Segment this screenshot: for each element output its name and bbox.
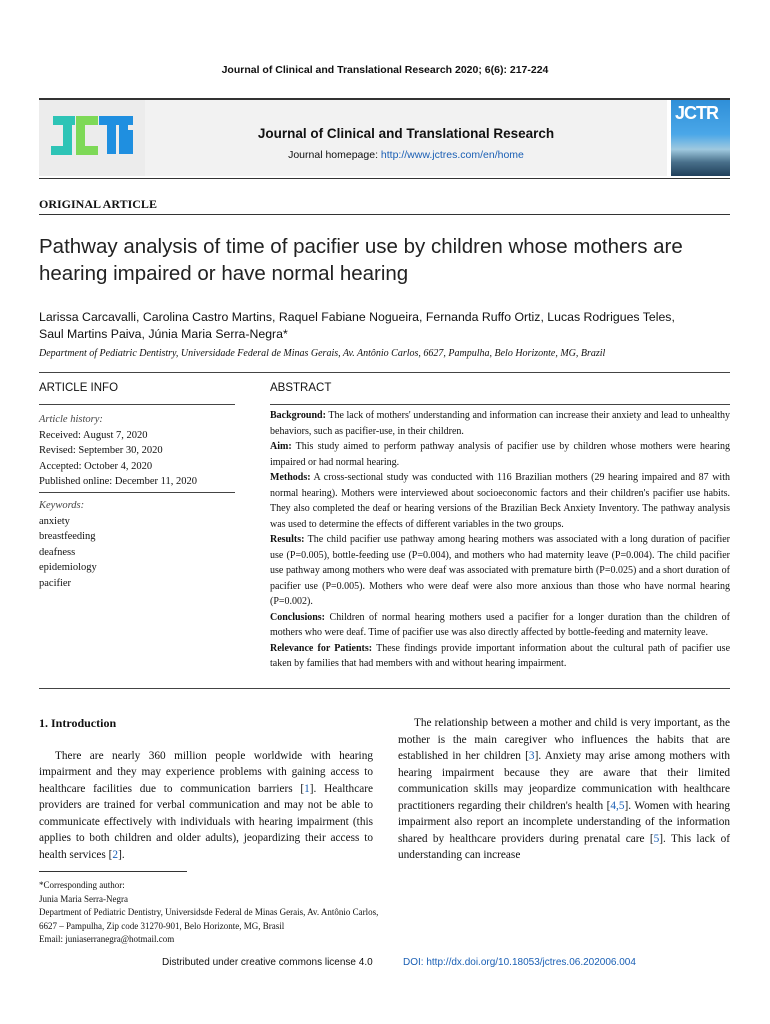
- article-info-heading: ARTICLE INFO: [39, 382, 119, 394]
- right-column: [398, 715, 730, 864]
- footnote-divider: [39, 871, 187, 872]
- history-label: Article history:: [39, 414, 103, 425]
- divider: [270, 404, 730, 405]
- divider: [39, 688, 730, 689]
- authors-line: Larissa Carcavalli, Carolina Castro Martins, Raquel Fabiane Nogueira, Fernanda Ruffo Ortiz, Lucas Rodrigues Teles,: [39, 310, 675, 324]
- footnote-address: 6627 – Pampulha, Zip code 31270-901, Belo Horizonte, MG, Brasil: [39, 920, 285, 931]
- abstract-relevance: Relevance for Patients: These findings provide important information about the cultural path of pacifier use taken by families that had members with and without hearing impairment.: [270, 642, 731, 669]
- conclusions-label: Conclusions:: [270, 611, 326, 623]
- citation-link[interactable]: 3: [528, 750, 535, 762]
- abstract-aim: Aim: This study aimed to perform pathway analysis of pacifier use by children whose mothers were hearing impaired or had normal hearing.: [270, 441, 730, 468]
- divider: [39, 492, 235, 493]
- license-text: Distributed under creative commons license 4.0: [162, 957, 373, 968]
- citation-link[interactable]: 1: [304, 782, 310, 795]
- journal-header: [145, 100, 667, 176]
- keywords-label: Keywords:: [39, 500, 85, 511]
- article-title: [39, 233, 729, 287]
- abstract-body: [270, 408, 730, 672]
- article-type: ORIGINAL ARTICLE: [39, 197, 157, 211]
- methods-label: Methods:: [270, 472, 311, 483]
- abstract-conclusions: Conclusions: Children of normal hearing mothers used a pacifier for a longer duration than the children of mothers who were deaf. Time of pacifier use was also directly affected by bottle-feeding and maternity leave.: [270, 611, 730, 638]
- keyword: deafness: [39, 546, 76, 558]
- authors-line: Saul Martins Paiva, Júnia Maria Serra-Negra*: [39, 327, 288, 341]
- doi-link[interactable]: DOI: http://dx.doi.org/10.18053/jctres.06.202006.004: [403, 957, 636, 968]
- authors: [39, 309, 730, 343]
- aim-label: Aim:: [270, 441, 292, 452]
- homepage-link[interactable]: http://www.jctres.com/en/home: [380, 149, 524, 161]
- citation-link[interactable]: 5: [653, 832, 660, 845]
- divider: [39, 372, 730, 373]
- paragraph: The relationship between a mother and child is very important, as the mother is the main caregiver who influences the habits that are established in her children [3]. Anxiety may arise among mothers with hearing impairment because they are aware that their limited communication skills may jeopardize communication with healthcare practitioners regarding their children's health [4,5]. Women with hearing impairment also report an incomplete understanding of the information shared by healthcare providers during prenatal care [5]. This lack of understanding can increase: [398, 717, 730, 861]
- abstract-heading: ABSTRACT: [270, 382, 332, 394]
- divider: [39, 214, 730, 215]
- affiliation: Department of Pediatric Dentistry, Universidade Federal de Minas Gerais, Av. Antônio Carlos, 6627, Pampulha, Belo Horizonte, MG, Brazil: [39, 348, 606, 359]
- citation-link[interactable]: 4,5: [610, 799, 625, 812]
- paragraph: There are nearly 360 million people worldwide with hearing impairment and they may experience problems with gaining access to healthcare facilities due to communication barriers [1]. Healthcare providers are trained for verbal communication and may not be able to communicate effectively with individuals with hearing impairment (this applies to both children and older adults), jeopardizing their access to health services [2].: [39, 749, 373, 861]
- published-date: Published online: December 11, 2020: [39, 476, 197, 487]
- revised-date: Revised: September 30, 2020: [39, 445, 163, 456]
- footnote-name: Junia Maria Serra-Negra: [39, 893, 128, 904]
- abstract-methods: Methods: A cross-sectional study was conducted with 116 Brazilian mothers (29 hearing impaired and 87 with normal hearing). Mothers were interviewed about socioeconomic factors and their children's pacifier use habits. They also completed the deaf or hearing versions of the Brazilian Beck Anxiety Inventory. The pathway analysis was used to determine the effects of different variables in the two groups.: [270, 472, 730, 530]
- keyword: breastfeeding: [39, 531, 96, 542]
- section-heading: 1. Introduction: [39, 716, 117, 730]
- article-history: [39, 412, 197, 490]
- doi: [403, 957, 636, 968]
- accepted-date: Accepted: October 4, 2020: [39, 460, 153, 472]
- keyword: pacifier: [39, 577, 72, 589]
- homepage-label: Journal homepage:: [288, 149, 381, 161]
- citation-link[interactable]: 2: [112, 848, 119, 861]
- keywords: [39, 498, 97, 591]
- results-label: Results:: [270, 534, 305, 545]
- divider: [39, 404, 235, 405]
- journal-title: Journal of Clinical and Translational Research: [257, 126, 555, 141]
- footnote-email[interactable]: Email: juniaserranegra@hotmail.com: [39, 934, 175, 944]
- journal-banner: [39, 98, 730, 179]
- left-column: [39, 715, 373, 863]
- keyword: anxiety: [39, 515, 70, 527]
- abstract-results: Results: The child pacifier use pathway among hearing mothers was associated with a long duration of pacifier use (P=0.005), bottle-feeding use (P=0.004), and mothers who had maternity leave (P=0.004). The child pacifier use pathway among mothers who were deaf was associated with premature birth (P=0.025) and a short duration of pacifier use (P=0.005). Mothers who were deaf were also more anxious than those who have normal hearing (P=0.002).: [270, 534, 730, 607]
- abstract-background: Background: The lack of mothers' understanding and information can increase their anxiety and lead to unhealthy behaviors, such as pacifier-use, in their children.: [270, 410, 730, 437]
- title-line: hearing impaired or have normal hearing: [39, 262, 409, 285]
- journal-homepage: [145, 149, 667, 161]
- keyword: epidemiology: [39, 562, 97, 573]
- footnote-dept: Department of Pediatric Dentistry, Universidsde Federal de Minas Gerais, Av. Antônio Carlos,: [39, 907, 379, 917]
- running-header: Journal of Clinical and Translational Research 2020; 6(6): 217-224: [221, 64, 549, 76]
- title-line: Pathway analysis of time of pacifier use by children whose mothers are: [39, 235, 683, 258]
- relevance-label: Relevance for Patients:: [270, 642, 373, 654]
- journal-logo: [39, 100, 145, 176]
- footnote-label: *Corresponding author:: [39, 880, 125, 890]
- background-label: Background:: [270, 410, 326, 421]
- corresponding-author-footnote: [39, 879, 378, 947]
- received-date: Received: August 7, 2020: [39, 429, 148, 441]
- cover-logo-text: JCTR: [675, 103, 719, 123]
- journal-cover-image: [671, 100, 730, 176]
- jctr-logo-icon: [39, 100, 145, 176]
